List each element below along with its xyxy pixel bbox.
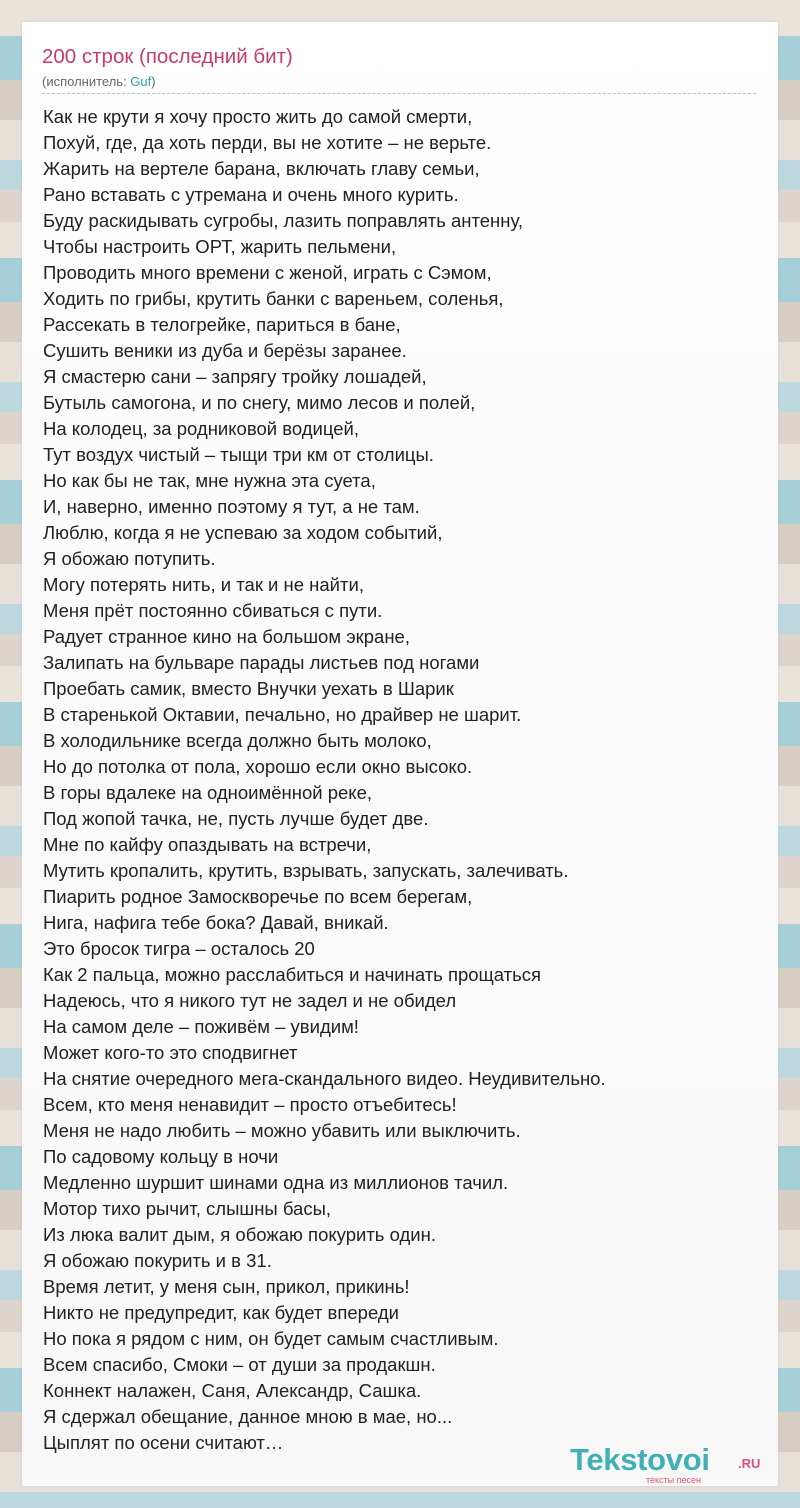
lyric-line: Как не крути я хочу просто жить до самой смерти, — [43, 106, 473, 127]
lyric-line: На снятие очередного мега-скандального видео. Неудивительно. — [43, 1068, 606, 1089]
site-logo[interactable] — [570, 1442, 780, 1488]
lyric-line: Я сдержал обещание, данное мною в мае, но... — [43, 1406, 453, 1427]
lyric-line: Цыплят по осени считают… — [43, 1432, 284, 1453]
lyric-line: Коннект налажен, Саня, Александр, Сашка. — [43, 1380, 422, 1401]
lyric-line: Могу потерять нить, и так и не найти, — [43, 574, 364, 595]
lyric-line: Радует странное кино на большом экране, — [43, 626, 410, 647]
song-title: 200 строк (последний бит) — [42, 45, 293, 68]
lyric-line: Я обожаю потупить. — [43, 548, 216, 569]
lyric-line: В холодильнике всегда должно быть молоко, — [43, 730, 432, 751]
lyric-line: Ходить по грибы, крутить банки с вареньем, соленья, — [43, 288, 504, 309]
lyric-line: Проебать самик, вместо Внучки уехать в Шарик — [43, 678, 454, 699]
lyric-line: Буду раскидывать сугробы, лазить поправлять антенну, — [43, 210, 523, 231]
lyric-line: Жарить на вертеле барана, включать главу семьи, — [43, 158, 480, 179]
logo-tagline: тексты песен — [646, 1475, 702, 1485]
lyric-line: Надеюсь, что я никого тут не задел и не обидел — [43, 990, 457, 1011]
lyric-line: Но пока я рядом с ним, он будет самым счастливым. — [43, 1328, 499, 1349]
lyric-line: Похуй, где, да хоть перди, вы не хотите – не верьте. — [43, 132, 492, 153]
header-divider — [42, 93, 756, 94]
lyric-line: Люблю, когда я не успеваю за ходом событий, — [43, 522, 443, 543]
lyric-line: И, наверно, именно поэтому я тут, а не там. — [43, 496, 420, 517]
artist-line — [42, 73, 156, 91]
lyric-line: Меня не надо любить – можно убавить или выключить. — [43, 1120, 521, 1141]
lyric-line: Медленно шуршит шинами одна из миллионов тачил. — [43, 1172, 509, 1193]
lyric-line: Нига, нафига тебе бока? Давай, вникай. — [43, 912, 389, 933]
artist-suffix: ) — [151, 74, 156, 89]
lyric-line: Я смастерю сани – запрягу тройку лошадей, — [43, 366, 427, 387]
lyric-line: Чтобы настроить ОРТ, жарить пельмени, — [43, 236, 397, 257]
lyric-line: В старенькой Октавии, печально, но драйвер не шарит. — [43, 704, 522, 725]
lyric-line: В горы вдалеке на одноимённой реке, — [43, 782, 373, 803]
lyric-line: Я обожаю покурить и в 31. — [43, 1250, 272, 1271]
lyric-line: Под жопой тачка, не, пусть лучше будет две. — [43, 808, 429, 829]
lyric-line: Как 2 пальца, можно расслабиться и начинать прощаться — [43, 964, 542, 985]
lyric-line: Это бросок тигра – осталось 20 — [43, 938, 315, 959]
lyric-line: На колодец, за родниковой водицей, — [43, 418, 359, 439]
lyric-line: Рассекать в телогрейке, париться в бане, — [43, 314, 401, 335]
lyric-line: По садовому кольцу в ночи — [43, 1146, 279, 1167]
lyric-line: Но до потолка от пола, хорошо если окно высоко. — [43, 756, 473, 777]
lyric-line: Залипать на бульваре парады листьев под ногами — [43, 652, 480, 673]
lyric-line: Меня прёт постоянно сбиваться с пути. — [43, 600, 383, 621]
artist-link[interactable]: Guf — [130, 74, 152, 89]
lyric-line: Всем, кто меня ненавидит – просто отъебитесь! — [43, 1094, 457, 1115]
lyric-line: Никто не предупредит, как будет впереди — [43, 1302, 399, 1323]
lyric-line: Время летит, у меня сын, прикол, прикинь! — [43, 1276, 410, 1297]
lyric-line: Мне по кайфу опаздывать на встречи, — [43, 834, 372, 855]
lyric-line: Мотор тихо рычит, слышны басы, — [43, 1198, 332, 1219]
lyric-line: Может кого-то это сподвигнет — [43, 1042, 298, 1063]
lyric-line: Всем спасибо, Смоки – от души за продакшн. — [43, 1354, 436, 1375]
lyric-line: Из люка валит дым, я обожаю покурить один. — [43, 1224, 436, 1245]
lyric-line: Мутить кропалить, крутить, взрывать, запускать, залечивать. — [43, 860, 569, 881]
lyric-line: Тут воздух чистый – тыщи три км от столицы. — [43, 444, 434, 465]
lyric-line: Рано вставать с утремана и очень много курить. — [43, 184, 459, 205]
lyric-line: На самом деле – поживём – увидим! — [43, 1016, 359, 1037]
lyric-line: Пиарить родное Замоскворечье по всем берегам, — [43, 886, 473, 907]
lyric-line: Сушить веники из дуба и берёзы заранее. — [43, 340, 407, 361]
logo-name: Tekstovoi — [570, 1442, 710, 1477]
lyric-line: Проводить много времени с женой, играть с Сэмом, — [43, 262, 492, 283]
artist-prefix: (исполнитель: — [42, 74, 131, 89]
lyric-line: Бутыль самогона, и по снегу, мимо лесов и полей, — [43, 392, 476, 413]
lyric-line: Но как бы не так, мне нужна эта суета, — [43, 470, 376, 491]
lyrics-text — [43, 104, 743, 1456]
logo-tld: .RU — [738, 1456, 761, 1471]
